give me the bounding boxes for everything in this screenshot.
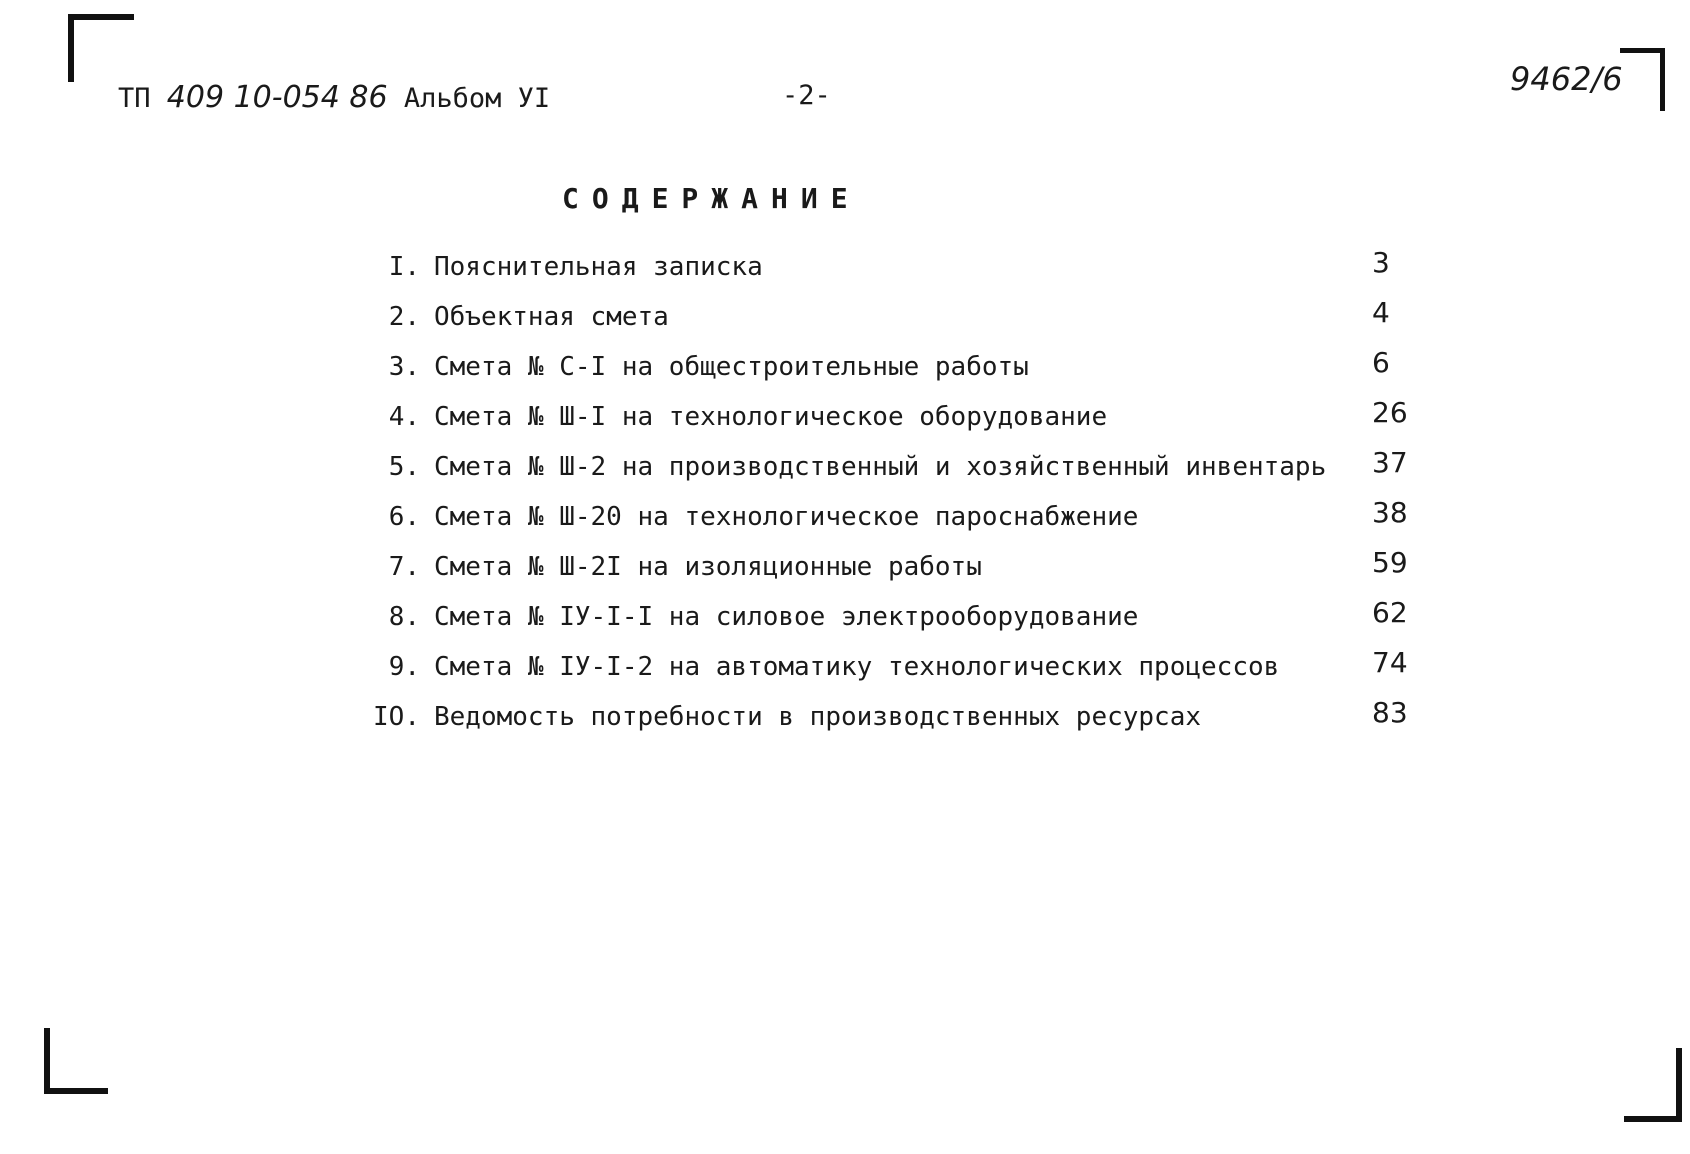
toc-item-text: Пояснительная записка bbox=[434, 252, 763, 282]
toc-item-page: 4 bbox=[1372, 296, 1390, 329]
toc-item-text: Смета № IУ-I-2 на автоматику технологических процессов bbox=[434, 652, 1280, 682]
corner-mark-bottom-right bbox=[1624, 1048, 1682, 1122]
toc-item-number: 7. bbox=[388, 552, 420, 582]
toc-item-page: 26 bbox=[1372, 396, 1408, 429]
toc-item-page: 3 bbox=[1372, 246, 1390, 279]
toc-item-page: 6 bbox=[1372, 346, 1390, 379]
toc-item bbox=[340, 296, 1420, 352]
corner-mark-top-right bbox=[1620, 48, 1665, 111]
inventory-number: 9462/6 bbox=[1510, 60, 1623, 98]
toc-item bbox=[340, 246, 1420, 302]
album-label: Альбом УI bbox=[403, 83, 551, 114]
code-prefix: ТП bbox=[118, 83, 151, 114]
toc-item-text: Смета № Ш-2 на производственный и хозяйственный инвентарь bbox=[434, 452, 1327, 482]
toc-item-number: 5. bbox=[388, 452, 420, 482]
page-number: -2- bbox=[782, 80, 831, 111]
toc-item-page: 74 bbox=[1372, 646, 1408, 679]
toc-item-number: I. bbox=[388, 252, 420, 282]
toc-item-text: Смета № Ш-20 на технологическое пароснабжение bbox=[434, 502, 1139, 532]
toc-item bbox=[340, 496, 1420, 552]
toc-item-text: Смета № С-I на общестроительные работы bbox=[434, 352, 1029, 382]
toc-item bbox=[340, 596, 1420, 652]
toc-item-number: 2. bbox=[388, 302, 420, 332]
toc-item bbox=[340, 346, 1420, 402]
toc-item bbox=[340, 546, 1420, 602]
toc-item bbox=[340, 696, 1420, 752]
document-code bbox=[118, 80, 550, 115]
toc-item-text: Объектная смета bbox=[434, 302, 669, 332]
toc-item-text: Ведомость потребности в производственных ресурсах bbox=[434, 702, 1202, 732]
toc-item-number: 9. bbox=[388, 652, 420, 682]
toc-item-number: 6. bbox=[388, 502, 420, 532]
toc-item bbox=[340, 446, 1420, 502]
toc-item bbox=[340, 396, 1420, 452]
toc-item-page: 59 bbox=[1372, 546, 1408, 579]
toc-item-page: 83 bbox=[1372, 696, 1408, 729]
toc-item-page: 62 bbox=[1372, 596, 1408, 629]
toc-item-text: Смета № Ш-2I на изоляционные работы bbox=[434, 552, 982, 582]
code-handwritten: 409 10-054 86 bbox=[166, 80, 388, 115]
toc-item-page: 37 bbox=[1372, 446, 1408, 479]
toc-item-number: 3. bbox=[388, 352, 420, 382]
toc-item-number: IO. bbox=[373, 702, 420, 732]
toc-item-text: Смета № Ш-I на технологическое оборудование bbox=[434, 402, 1108, 432]
toc-item-text: Смета № IУ-I-I на силовое электрооборудование bbox=[434, 602, 1139, 632]
toc-item bbox=[340, 646, 1420, 702]
corner-mark-bottom-left bbox=[44, 1028, 108, 1094]
page-title: СОДЕРЖАНИЕ bbox=[562, 182, 861, 215]
toc-item-number: 8. bbox=[388, 602, 420, 632]
toc-item-page: 38 bbox=[1372, 496, 1408, 529]
toc-item-number: 4. bbox=[388, 402, 420, 432]
corner-mark-top-left bbox=[68, 14, 134, 82]
table-of-contents bbox=[340, 246, 1420, 752]
